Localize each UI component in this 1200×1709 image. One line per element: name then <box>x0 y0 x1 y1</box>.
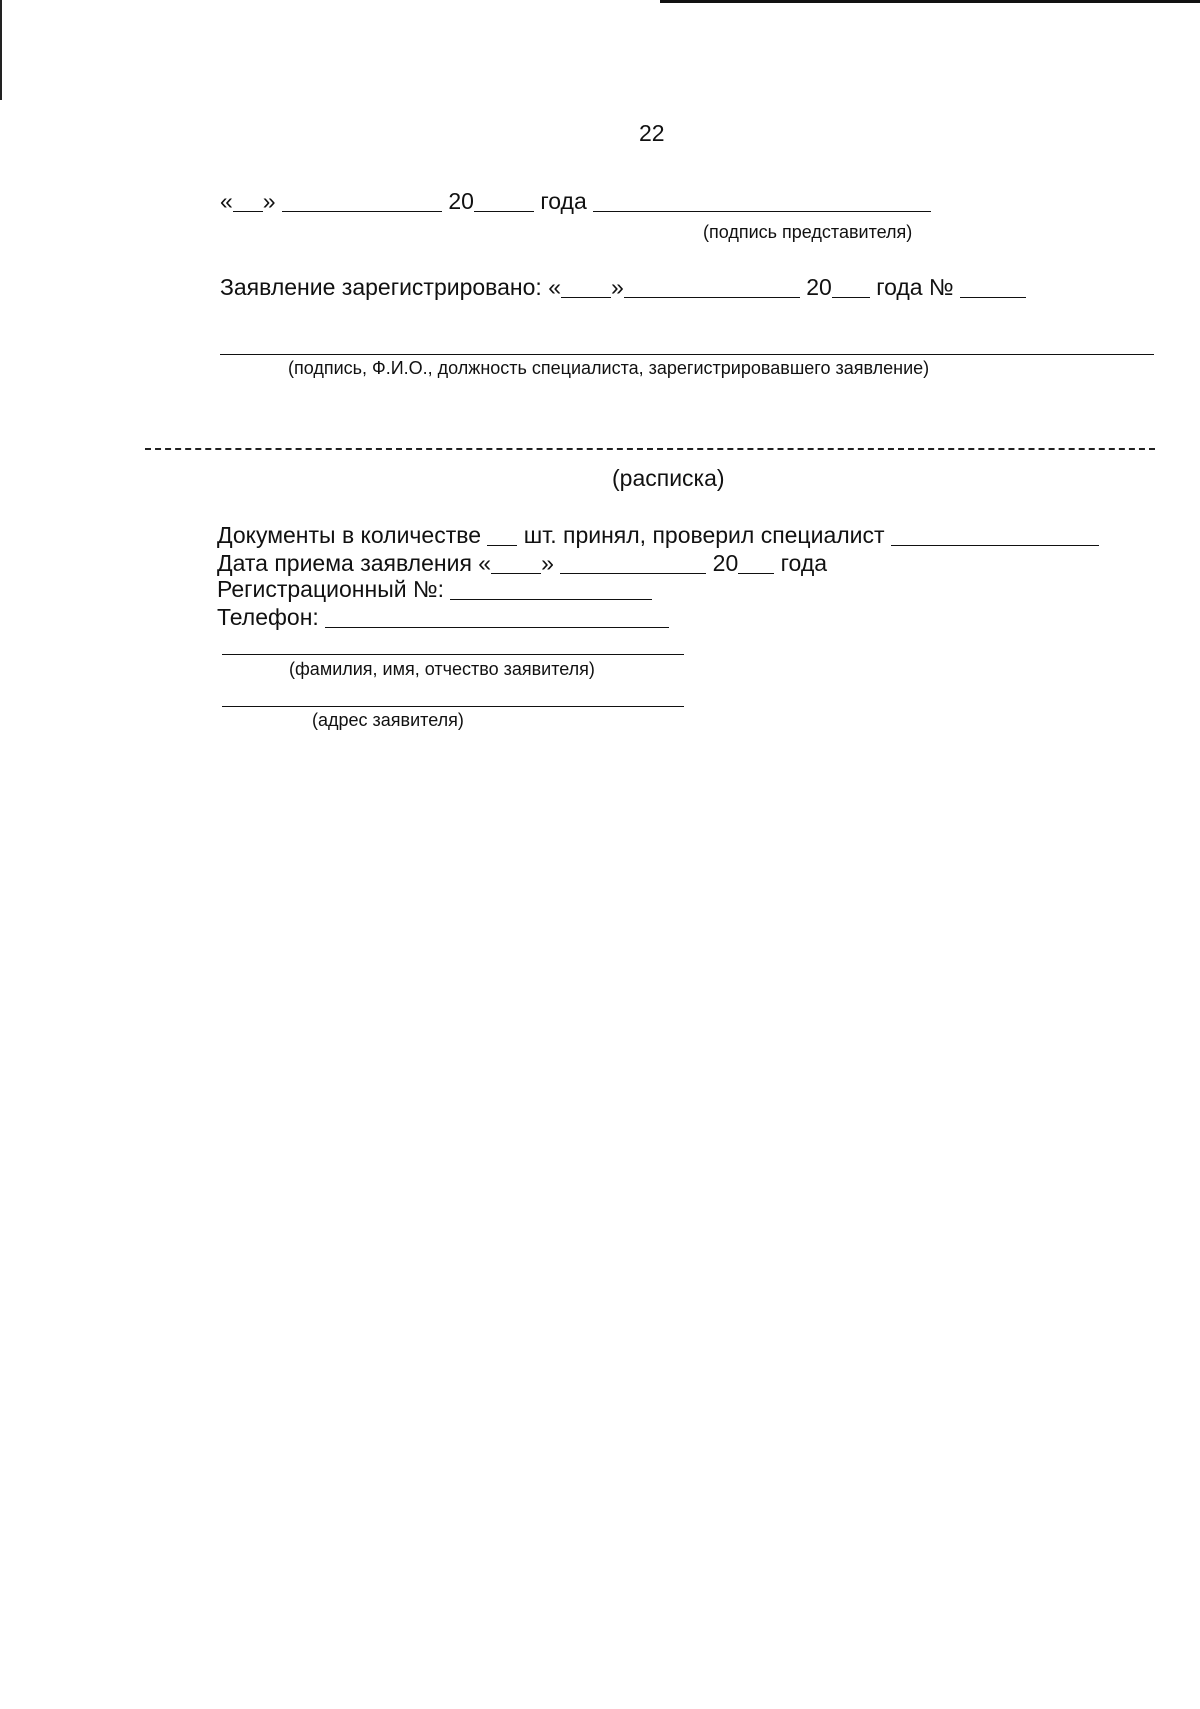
registration-day-blank[interactable] <box>561 274 611 298</box>
specialist-name-blank[interactable] <box>891 522 1099 546</box>
registration-label: Заявление зарегистрировано: « <box>220 274 562 300</box>
phone-label: Телефон: <box>217 604 319 630</box>
documents-middle-label: шт. принял, проверил специалист <box>523 522 885 548</box>
receipt-month-blank[interactable] <box>560 550 706 574</box>
registration-year-prefix: 20 <box>806 274 832 300</box>
applicant-address-line[interactable] <box>222 706 684 707</box>
page-number: 22 <box>639 120 665 146</box>
receipt-heading: (расписка) <box>612 465 725 491</box>
top-open-quote: « <box>220 188 233 214</box>
specialist-signature-caption: (подпись, Ф.И.О., должность специалиста, зарегистрировавшего заявление) <box>288 358 930 378</box>
applicant-name-caption: (фамилия, имя, отчество заявителя) <box>289 659 595 679</box>
documents-row <box>217 522 1099 549</box>
top-date-row <box>220 188 931 215</box>
reg-number-blank[interactable] <box>450 576 652 600</box>
phone-blank[interactable] <box>325 604 669 628</box>
registration-month-blank[interactable] <box>624 274 800 298</box>
registration-number-blank[interactable] <box>960 274 1026 298</box>
documents-label: Документы в количестве <box>217 522 481 548</box>
top-month-blank[interactable] <box>282 188 442 212</box>
registration-close-quote: » <box>611 274 624 300</box>
receipt-date-row <box>217 550 827 577</box>
representative-signature-blank[interactable] <box>593 188 931 212</box>
phone-row <box>217 604 669 631</box>
applicant-address-caption: (адрес заявителя) <box>312 710 464 730</box>
registration-row <box>220 274 1026 301</box>
receipt-year-blank[interactable] <box>738 550 774 574</box>
applicant-name-line[interactable] <box>222 654 684 655</box>
scan-edge-top <box>660 0 1200 3</box>
specialist-signature-line[interactable] <box>220 354 1154 355</box>
top-year-word: года <box>540 188 587 214</box>
documents-count-blank[interactable] <box>487 522 517 546</box>
receipt-year-prefix: 20 <box>712 550 739 576</box>
reg-number-row <box>217 576 652 603</box>
cut-line <box>145 448 1155 450</box>
top-year-blank[interactable] <box>474 188 534 212</box>
top-close-quote: » <box>262 188 276 214</box>
registration-year-blank[interactable] <box>832 274 870 298</box>
receipt-date-label: Дата приема заявления « <box>217 550 492 576</box>
reg-number-label: Регистрационный №: <box>217 576 445 602</box>
top-day-blank[interactable] <box>233 188 263 212</box>
registration-year-suffix: года № <box>876 274 954 300</box>
receipt-year-word: года <box>780 550 828 576</box>
top-year-prefix: 20 <box>448 188 474 214</box>
receipt-day-blank[interactable] <box>491 550 541 574</box>
receipt-date-close-quote: » <box>541 550 554 576</box>
representative-signature-caption: (подпись представителя) <box>703 222 913 242</box>
scan-edge-left <box>0 0 2 100</box>
